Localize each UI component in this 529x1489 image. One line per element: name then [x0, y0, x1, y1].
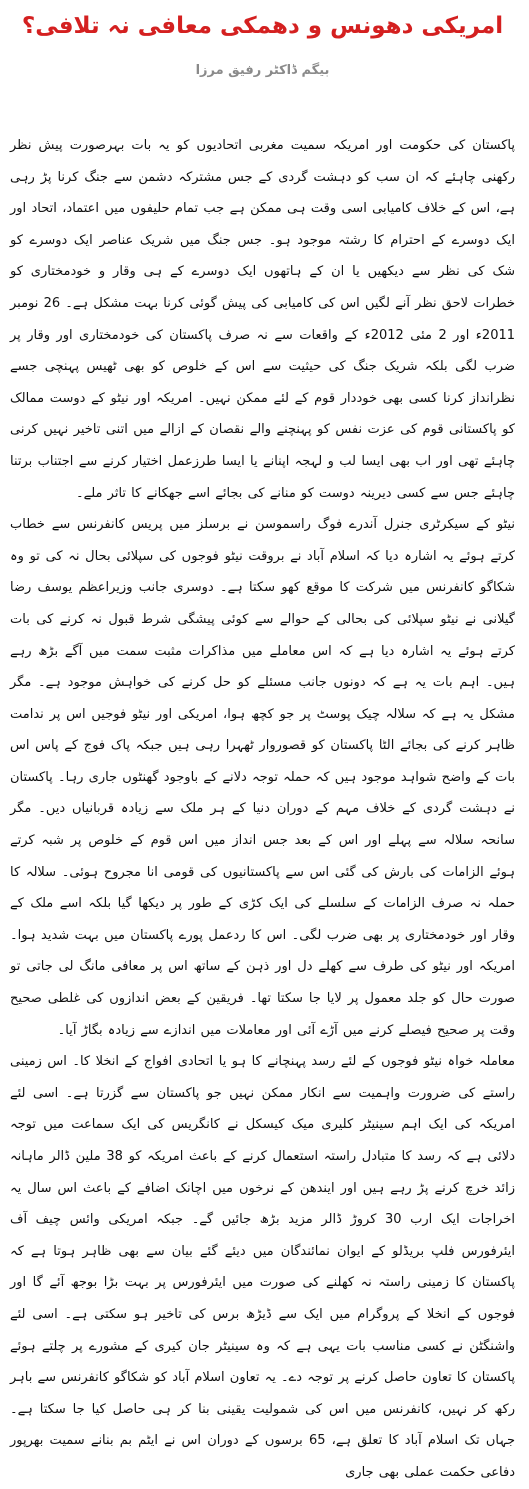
article-paragraph-2: نیٹو کے سیکرٹری جنرل آندرے فوگ راسموسن نے برسلز میں پریس کانفرنس سے خطاب کرتے ہوئے یہ اشارہ دیا کہ اسلام آباد نے بروقت نیٹو فوجوں کی سپلائی بحال نہ کی تو وہ شکاگو کانفرنس میں شرکت کا موقع کھو سکتا ہے۔ دوسری جانب وزیراعظم یوسف رضا گیلانی نے نیٹو سپلائی کی بحالی کے حوالے سے کوئی پیشگی شرط قبول نہ کرنے کی بات کرتے ہوئے یہ اشارہ دیا ہے کہ اس معاملے میں مذاکرات مثبت سمت میں آگے بڑھ رہے ہیں۔ اہم بات یہ ہے کہ دونوں جانب مسئلے کو حل کرنے کی خواہش موجود ہے۔ مگر مشکل یہ ہے کہ سلالہ چیک پوسٹ پر جو کچھ ہوا، امریکی اور نیٹو فوجیں اس پر ندامت ظاہر کرنے کی بجائے الٹا پاکستان کو قصوروار ٹھہرا رہی ہیں جبکہ پاک فوج کے پاس اس بات کے واضح شواہد موجود ہیں کہ حملہ توجہ دلانے کے باوجود گھنٹوں جاری رہا۔ پاکستان نے دہشت گردی کے خلاف مہم کے دوران دنیا کے ہر ملک سے زیادہ قربانیاں دیں۔ مگر سانحہ سلالہ سے پہلے اور اس کے بعد جس انداز میں اس قوم کے خلوص پر شبہ کرتے ہوئے الزامات کی بارش کی گئی اس سے پاکستانیوں کی قومی انا مجروح ہوئی۔ سلالہ کا حملہ نہ صرف الزامات کے سلسلے کی ایک کڑی کے طور پر دیکھا گیا بلکہ اسے ملک کے وقار اور خودمختاری پر بھی ضرب لگی۔ اس کا ردعمل پورے پاکستان میں بہت شدید ہوا۔ امریکہ اور نیٹو کی طرف سے کھلے دل اور ذہن کے ساتھ اس پر معافی مانگ لی جاتی تو صورت حال کو جلد معمول پر لایا جا سکتا تھا۔ فریقین کے بعض اندازوں کی غلطی صحیح وقت پر صحیح فیصلے کرنے میں آڑے آئی اور معاملات میں اندازے سے زیادہ بگاڑ آیا۔	[10, 517, 515, 1038]
article-paragraph-1: پاکستان کی حکومت اور امریکہ سمیت مغربی اتحادیوں کو یہ بات بہرصورت پیش نظر رکھنی چاہئے کہ ان سب کو دہشت گردی کے جس مشترکہ دشمن سے جنگ کرنا پڑ رہی ہے، اس کے خلاف کامیابی اسی وقت ہی ممکن ہے جب تمام حلیفوں میں اعتماد، اتحاد اور ایک دوسرے کے احترام کا رشتہ موجود ہو۔ جس جنگ میں شریک عناصر ایک دوسرے کو شک کی نظر سے دیکھیں یا ان کے ہاتھوں ایک دوسرے کے ہی وقار و خودمختاری کو خطرات لاحق نظر آنے لگیں اس کی کامیابی کی پیش گوئی کرنا بہت مشکل ہے۔ 26 نومبر 2011ء اور 2 مئی 2012ء کے واقعات سے نہ صرف پاکستان کی خودمختاری اور وقار پر ضرب لگی بلکہ شریک جنگ کی حیثیت سے اس کے خلوص کو بھی ٹھیس پہنچی جسے نظرانداز کرنا کسی بھی خوددار قوم کے لئے ممکن نہیں۔ امریکہ اور نیٹو کے دوست ممالک کو پاکستانی قوم کی عزت نفس کو پہنچنے والے نقصان کے ازالے میں اتنی تاخیر نہیں کرنی چاہئے تھی اور اب بھی ایسا لب و لہجہ اپنانے یا ایسا طرزعمل اختیار کرنے سے اجتناب برتنا چاہئے جس سے کسی دیرینہ دوست کو منانے کی بجائے اسے جھکانے کا تاثر ملے۔	[10, 138, 516, 501]
article-paragraph-3: معاملہ خواہ نیٹو فوجوں کے لئے رسد پہنچانے کا ہو یا اتحادی افواج کے انخلا کا۔ اس زمینی راستے کی ضرورت واہمیت سے انکار ممکن نہیں جو پاکستان سے گزرتا ہے۔ اسی لئے امریکہ کی ایک اہم سینیٹر کلیری میک کیسکل نے کانگریس کی ایک سماعت میں توجہ دلائی ہے کہ رسد کا متبادل راستہ استعمال کرنے کے باعث امریکہ کو 38 ملین ڈالر ماہانہ زائد خرچ کرنے پڑ رہے ہیں اور ایندھن کے نرخوں میں اچانک اضافے کے باعث اس سال یہ اخراجات ایک ارب 30 کروڑ ڈالر مزید بڑھ جائیں گے۔ جبکہ امریکی وائس چیف آف ایئرفورس فلپ بریڈلو کے ایوان نمائندگان میں دیئے گئے بیان سے بھی ظاہر ہوتا ہے کہ پاکستان کا زمینی راستہ نہ کھلنے کی صورت میں ایئرفورس پر بہت بڑا بوجھ آئے گا اور فوجوں کے انخلا کے پروگرام میں ایک سے ڈیڑھ برس کی تاخیر ہو سکتی ہے۔ اسی لئے واشنگٹن نے کسی مناسب بات یہی ہے کہ وہ سینیٹر جان کیری کے مشورے پر چلتے ہوئے پاکستان کا تعاون حاصل کرنے پر توجہ دے۔ یہ تعاون اسلام آباد کو شکاگو کانفرنس سے باہر رکھ کر نہیں، کانفرنس میں اس کی شمولیت یقینی بنا کر ہی حاصل کیا جا سکتا ہے۔ جہاں تک اسلام آباد کا تعلق ہے، 65 برسوں کے دوران اس نے ایٹم بم بنانے سمیت بھرپور دفاعی حکمت عملی بھی جاری	[10, 1054, 516, 1480]
article-author: بیگم ڈاکٹر رفیق مرزا	[195, 63, 330, 78]
article-title: امریکی دھونس و دھمکی معافی نہ تلافی؟	[21, 13, 504, 39]
article-body	[10, 130, 515, 1489]
